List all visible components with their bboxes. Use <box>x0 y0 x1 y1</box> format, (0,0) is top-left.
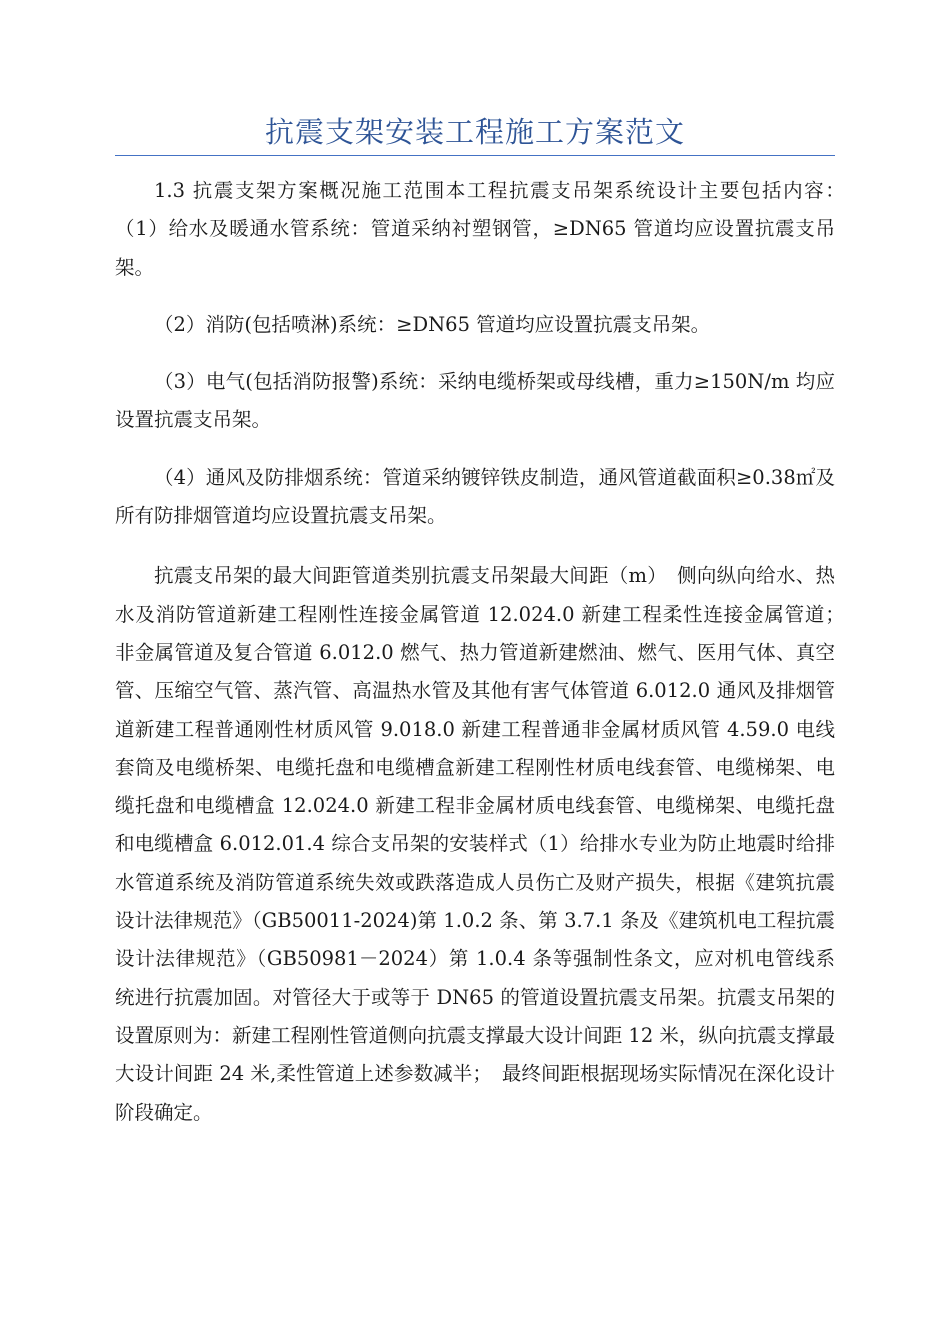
document-title: 抗震支架安装工程施工方案范文 <box>264 115 685 149</box>
paragraph-fire-protection: （2）消防(包括喷淋)系统：≥DN65 管道均应设置抗震支吊架。 <box>154 312 711 336</box>
paragraph-max-spacing: 抗震支吊架的最大间距管道类别抗震支吊架最大间距（m） 侧向纵向给水、热水及消防管道新建工程刚性连接金属管道 12.024.0 新建工程柔性连接金属管道； 非金属管道及复合管道 6.012.0 燃气、热力管道新建燃油、燃气、医用气体、真空管、压缩空气管、蒸汽管、高温热水管及其他有害气体管道 6.012.0 通风及排烟管道新建工程普通刚性材质风管 9.018.0 新建工程普通非金属材质风管 4.59.0 电线套筒及电缆桥架、电缆托盘和电缆槽盒新建工程刚性材质电线套管、电缆梯架、电缆托盘和电缆槽盒 12.024.0 新建工程非金属材质电线套管、电缆梯架、电缆托盘和电缆槽盒 6.012.01.4 综合支吊架的安装样式（1）给排水专业为防止地震时给排水管道系统及消防管道系统失效或跌落造成人员伤亡及财产损失，根据《建筑抗震设计法律规范》（GB50011-2024)第 1.0.2 条、第 3.7.1 条及《建筑机电工程抗震设计法律规范》（GB50981－2024）第 1.0.4 条等强制性条文，应对机电管线系统进行抗震加固。对管径大于或等于 DN65 的管道设置抗震支吊架。抗震支吊架的设置原则为：新建工程刚性管道侧向抗震支撑最大设计间距 12 米，纵向抗震支撑最大设计间距 24 米,柔性管道上述参数减半； 最终间距根据现场实际情况在深化设计阶段确定。 <box>115 564 855 1124</box>
title-underline <box>115 155 835 156</box>
document-body <box>115 172 855 1132</box>
paragraph-ventilation: （4）通风及防排烟系统：管道采纳镀锌铁皮制造，通风管道截面积≥0.38㎡及所有防排烟管道均应设置抗震支吊架。 <box>115 465 835 528</box>
paragraph-electrical: （3）电气(包括消防报警)系统：采纳电缆桥架或母线槽，重力≥150N/m 均应设置抗震支吊架。 <box>115 370 835 432</box>
paragraph-scope: 1.3 抗震支架方案概况施工范围本工程抗震支吊架系统设计主要包括内容： （1）给水及暖通水管系统：管道采纳衬塑钢管，≥DN65 管道均应设置抗震支吊架。 <box>115 179 855 279</box>
